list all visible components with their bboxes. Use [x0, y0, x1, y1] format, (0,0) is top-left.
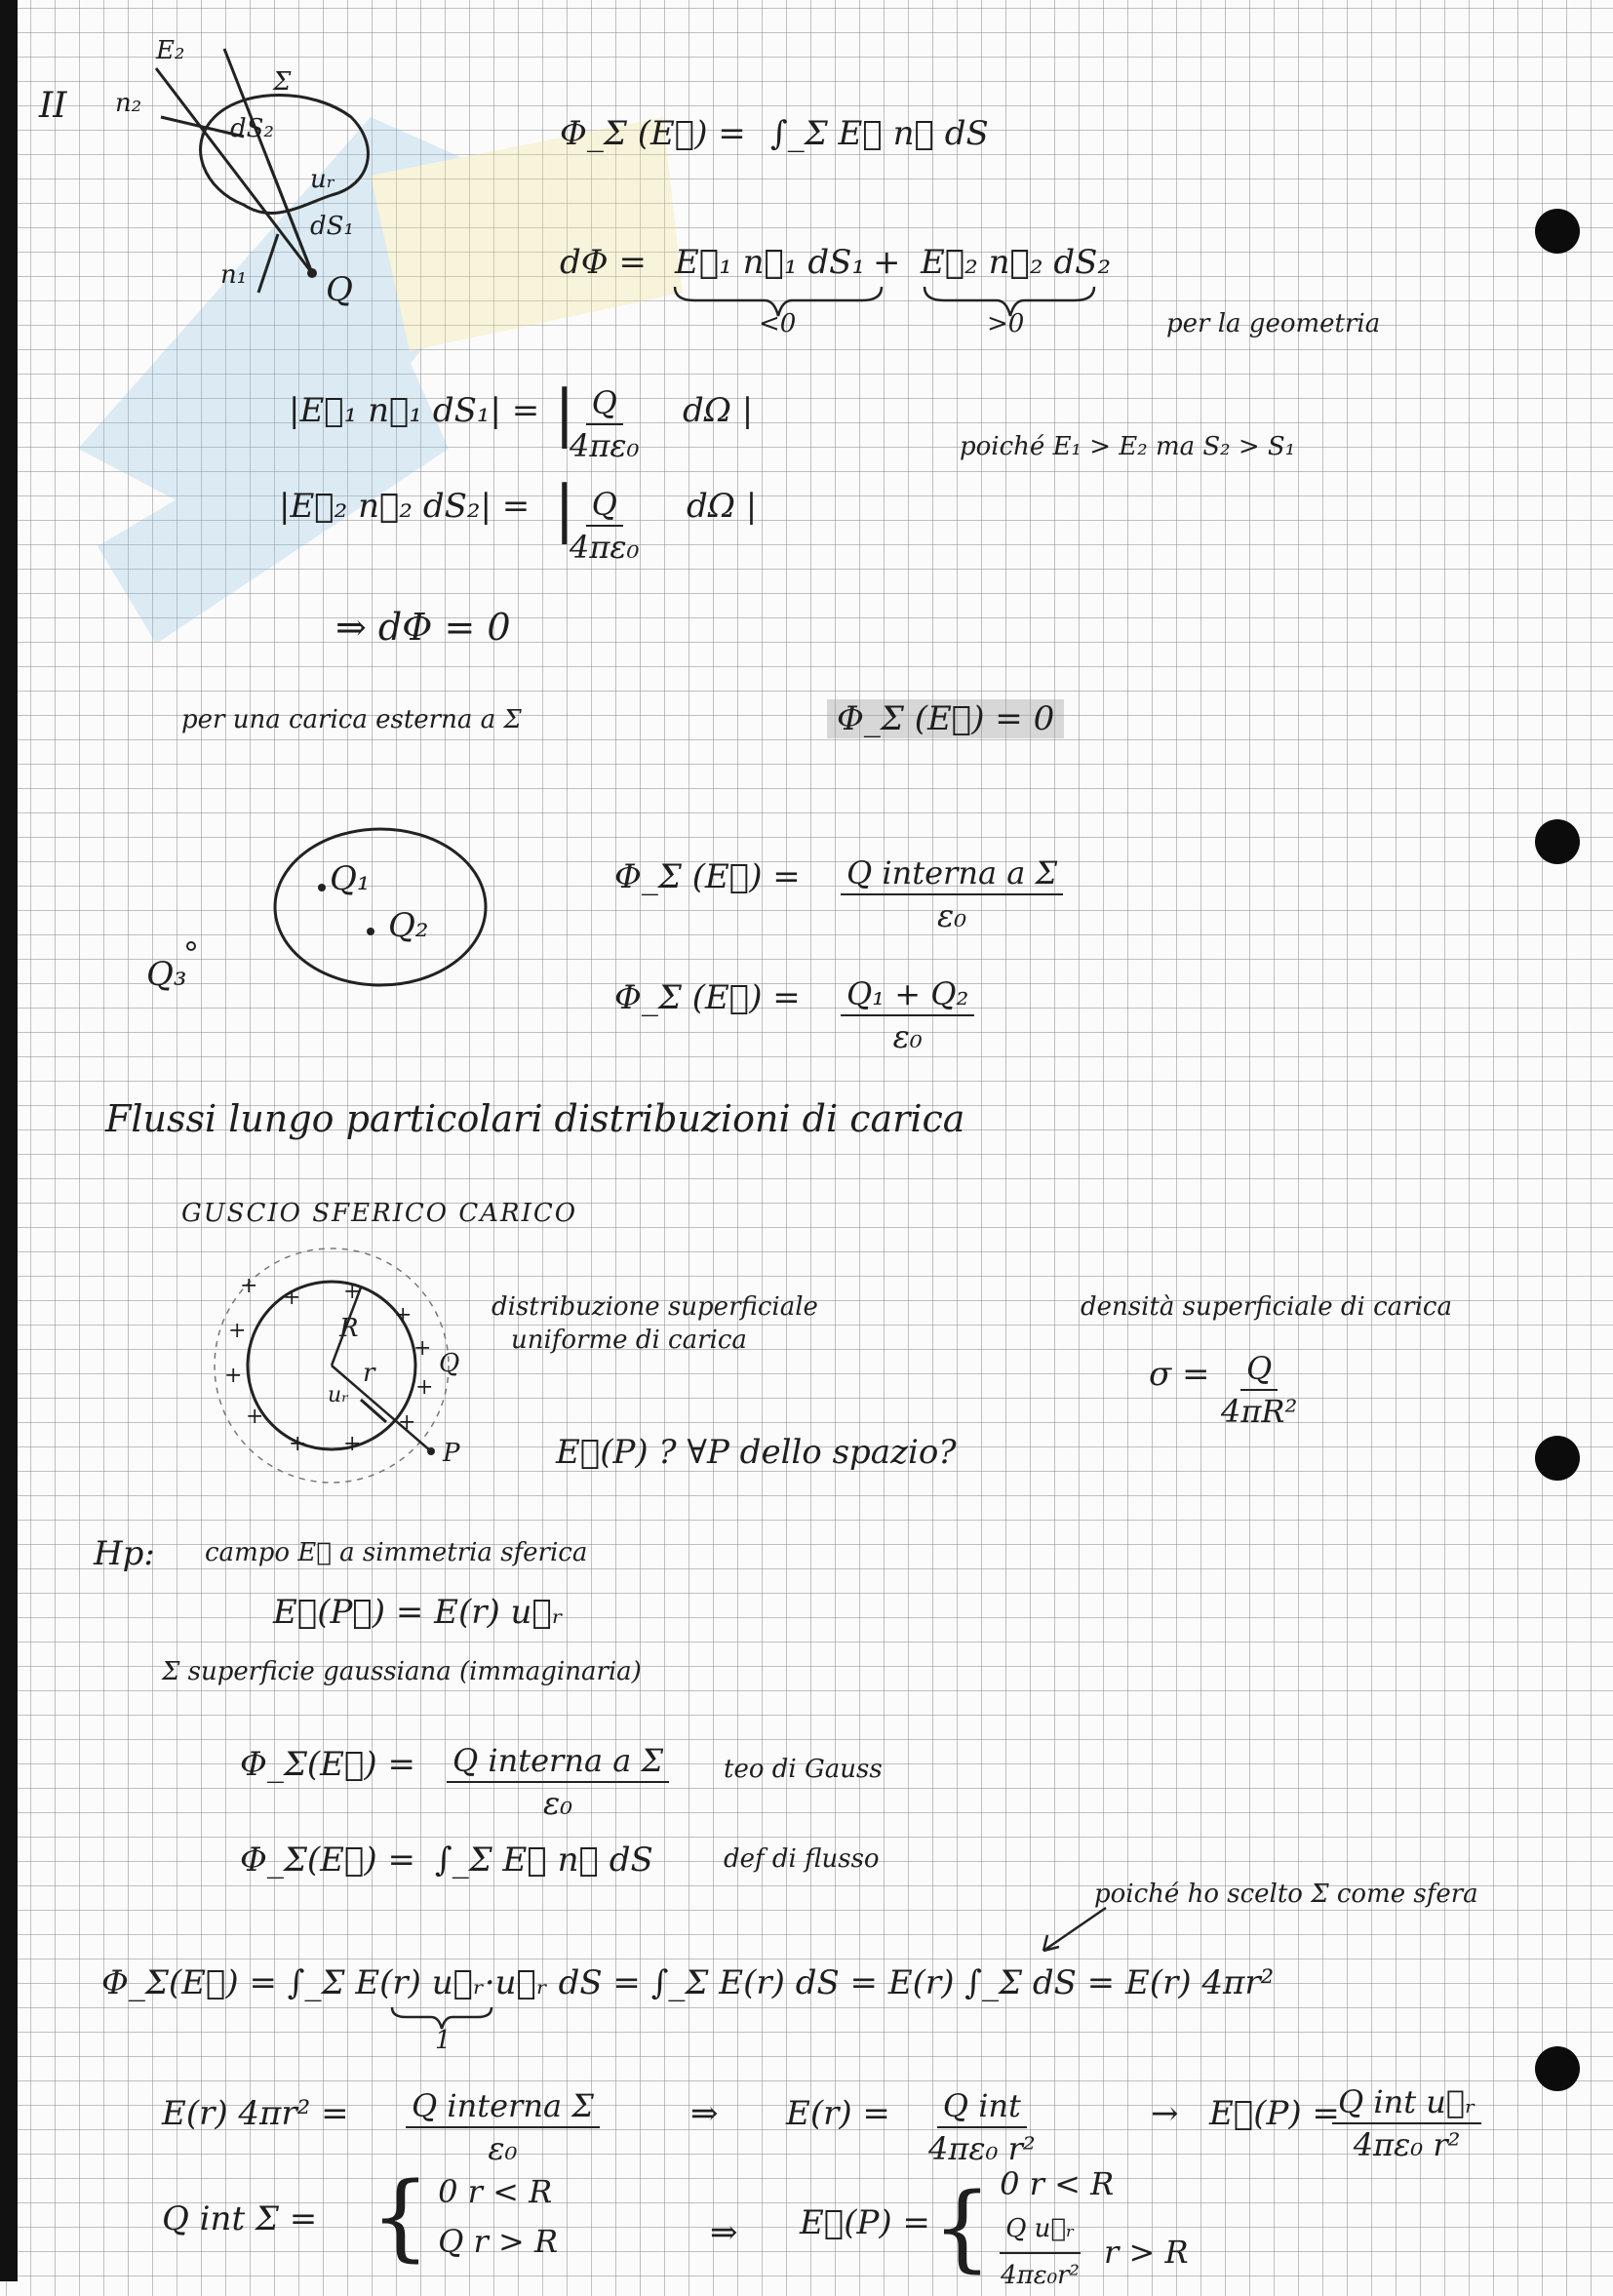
- sphere-note-arrow: [1034, 1902, 1112, 1960]
- shell-plus-sign: +: [289, 1432, 307, 1456]
- charge-q2: Q₂: [388, 906, 429, 945]
- shell-plus-sign: +: [394, 1303, 413, 1327]
- section-subtitle: GUSCIO SFERICO CARICO: [181, 1199, 578, 1228]
- charge-q1: Q₁: [330, 859, 371, 898]
- underbraces: [671, 283, 1100, 322]
- fig1-label-sigma: Σ: [273, 67, 292, 97]
- implies-arrow: ⇒: [690, 2094, 719, 2133]
- shell-charge-label: Q: [439, 1349, 460, 1378]
- charge-q3: Q₃: [146, 955, 187, 994]
- gauss-law-lhs-1: Φ_Σ (E⃗) =: [614, 857, 801, 896]
- section-title: Flussi lungo particolari distribuzioni di carica: [105, 1097, 965, 1140]
- external-charge-text: per una carica esterna a Σ: [181, 705, 522, 734]
- shell-r-label: r: [363, 1359, 375, 1388]
- qint-cases: { 0 r < R Q r > R: [371, 2162, 559, 2273]
- sigma-fraction: $\frac{Q}{\text{4πR²}}$: [1221, 1350, 1298, 1430]
- flux-definition-note: def di flusso: [724, 1844, 880, 1874]
- flux-definition-rhs: ∫_Σ E⃗ n⃗ dS: [435, 1841, 653, 1880]
- shell-plus-sign: +: [343, 1280, 362, 1304]
- sphere-choice-note: poiché ho scelto Σ come sfera: [1094, 1880, 1478, 1909]
- er-equation-lhs: E(r) 4πr² =: [162, 2094, 349, 2133]
- underbrace-label-positive: >0: [987, 309, 1025, 338]
- gauss-theorem-note: teo di Gauss: [724, 1755, 883, 1784]
- ep-piecewise-lhs: E⃗(P) =: [800, 2203, 930, 2242]
- fig1-label-e2: E₂: [156, 36, 185, 65]
- qint-lhs: Q int Σ =: [162, 2199, 318, 2238]
- notebook-margin: [0, 0, 18, 2281]
- sigma-lhs: σ =: [1149, 1355, 1210, 1394]
- shell-distribution-line1: distribuzione superficiale: [492, 1292, 818, 1322]
- er-equation-fraction: Q interna Σ ε₀: [406, 2087, 600, 2167]
- abs1-lhs: |E⃗₁ n⃗₁ dS₁| =: [289, 391, 540, 430]
- shell-plus-sign: +: [413, 1336, 432, 1361]
- gauss-law-fraction-1: Q interna a Σ ε₀: [841, 854, 1063, 934]
- external-charge-result: Φ_Σ (E⃗) = 0: [827, 699, 1064, 738]
- shell-point-label: P: [443, 1439, 460, 1468]
- shell-plus-sign: +: [343, 1432, 362, 1456]
- then-arrow: →: [1151, 2094, 1179, 2133]
- page-marker: II: [39, 86, 67, 126]
- shell-plus-sign: +: [224, 1364, 243, 1388]
- shell-distribution-line2: uniforme di carica: [511, 1326, 747, 1355]
- gauss-theorem-lhs: Φ_Σ(E⃗) =: [240, 1745, 415, 1784]
- abs2-tail: dΩ |: [687, 487, 758, 526]
- dphi-plus: +: [873, 243, 901, 282]
- abs2-lhs: |E⃗₂ n⃗₂ dS₂| =: [279, 487, 531, 526]
- fig1-label-ds2: dS₂: [230, 114, 274, 143]
- dot-product-value: 1: [435, 2026, 452, 2055]
- ep-case-outside-fraction: $\frac{\text{Q u⃗ᵣ}}{\text{4πε₀r²}}$: [1000, 2209, 1081, 2296]
- hp-label: Hp:: [94, 1534, 155, 1573]
- dphi-label: dΦ =: [560, 243, 647, 282]
- binder-hole: [1535, 209, 1580, 254]
- abs2-fraction: $\frac{Q}{\text{4πε₀}}$: [570, 486, 640, 566]
- shell-plus-sign: +: [415, 1375, 434, 1400]
- flux-def-lhs: Φ_Σ (E⃗) =: [560, 114, 746, 153]
- implies-dphi-zero: ⇒ dΦ = 0: [335, 606, 511, 649]
- note-poiche: poiché E₁ > E₂ ma S₂ > S₁: [960, 432, 1296, 461]
- dphi-term2: E⃗₂ n⃗₂ dS₂: [921, 243, 1112, 282]
- hp-campo: campo E⃗ a simmetria sferica: [205, 1538, 588, 1567]
- ep-case-inside: 0 r < R: [1000, 2165, 1115, 2202]
- dphi-term1: E⃗₁ n⃗₁ dS₁: [675, 243, 866, 282]
- fig1-label-q: Q: [326, 270, 353, 309]
- abs1-fraction: $\frac{Q}{\text{4πε₀}}$: [570, 384, 640, 464]
- ep-result-fraction: Q int u⃗ᵣ 4πε₀ r²: [1332, 2083, 1481, 2163]
- hp-field-equation: E⃗(P⃗) = E(r) u⃗ᵣ: [273, 1593, 564, 1632]
- er-result-lhs: E(r) =: [786, 2094, 890, 2133]
- fig1-label-ds1: dS₁: [310, 212, 354, 241]
- gauss-law-fraction-2: $\frac{\text{Q₁ + Q₂}}{\text{ε₀}}$: [841, 975, 974, 1055]
- flux-computation: Φ_Σ(E⃗) = ∫_Σ E(r) u⃗ᵣ·u⃗ᵣ dS = ∫_Σ E(r) dS = E(r) ∫_Σ dS = E(r) 4πr²: [101, 1963, 1275, 2002]
- gauss-theorem-fraction: Q interna a Σ ε₀: [447, 1742, 669, 1822]
- flux-def-rhs: ∫_Σ E⃗ n⃗ dS: [770, 114, 989, 153]
- figure-internal-charges: [137, 829, 488, 1005]
- shell-plus-sign: +: [246, 1405, 264, 1429]
- qint-case-inside: 0 r < R: [438, 2173, 553, 2210]
- shell-radius-label: R: [339, 1314, 359, 1343]
- fig1-label-n2: n₂: [115, 89, 142, 118]
- ep-result-lhs: E⃗(P) =: [1209, 2094, 1340, 2133]
- shell-plus-sign: +: [240, 1274, 258, 1298]
- shell-question: E⃗(P) ? ∀P dello spazio?: [556, 1433, 957, 1472]
- abs1-tail: dΩ |: [683, 391, 754, 430]
- shell-ur-label: uᵣ: [328, 1383, 349, 1407]
- shell-density-label: densità superficiale di carica: [1081, 1292, 1452, 1322]
- ep-piecewise-cases: { 0 r < R $\frac{\text{Q u⃗ᵣ}}{\text{4πε₀r²}}$ r > R: [932, 2159, 1189, 2296]
- binder-hole: [1535, 2046, 1580, 2091]
- fig1-label-n1: n₁: [220, 260, 248, 290]
- implies-arrow-2: ⇒: [710, 2213, 738, 2252]
- shell-plus-sign: +: [228, 1319, 247, 1343]
- binder-hole: [1535, 1436, 1580, 1481]
- fig1-label-ur: uᵣ: [310, 165, 335, 194]
- flux-definition-lhs: Φ_Σ(E⃗) =: [240, 1841, 415, 1880]
- qint-case-outside: Q r > R: [438, 2223, 559, 2261]
- note-geometry: per la geometria: [1166, 309, 1381, 338]
- er-result-fraction: Q int 4πε₀ r²: [928, 2087, 1036, 2167]
- ep-case-outside-condition: r > R: [1104, 2234, 1189, 2272]
- shell-plus-sign: +: [398, 1410, 416, 1435]
- binder-hole: [1535, 819, 1580, 864]
- shell-plus-sign: +: [283, 1286, 301, 1310]
- figure-surface-external-charge: [98, 29, 410, 312]
- hp-gaussian-surface: Σ superficie gaussiana (immaginaria): [162, 1657, 642, 1686]
- gauss-law-lhs-2: Φ_Σ (E⃗) =: [614, 978, 801, 1017]
- underbrace-label-negative: <0: [759, 309, 797, 338]
